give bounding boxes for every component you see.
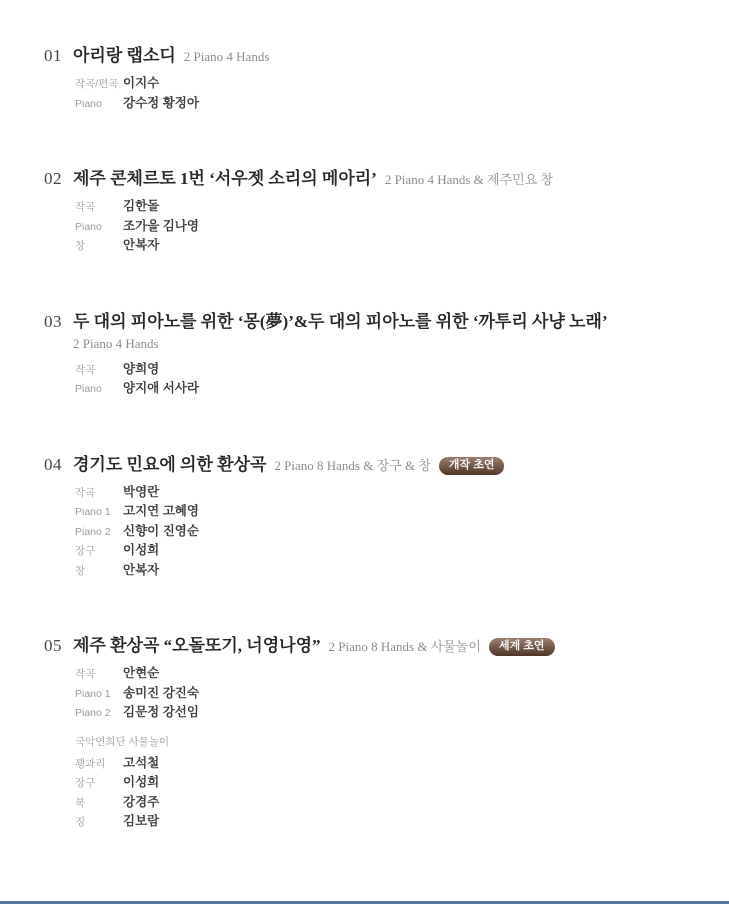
footer-divider-bar: [0, 901, 729, 904]
credit-label: 창: [75, 564, 86, 577]
credit-row: [75, 235, 711, 255]
credits-list: [75, 482, 711, 580]
item-title-wrap: [73, 311, 644, 334]
program-item: [44, 45, 711, 112]
credit-row: [75, 521, 711, 541]
credit-value: 송미진 강진숙: [123, 685, 199, 700]
credit-label: 작곡: [75, 201, 96, 213]
credit-row: [75, 482, 711, 502]
item-title-wrap: [73, 454, 504, 477]
premiere-badge: [624, 320, 644, 325]
credit-value: 양지애 서사라: [123, 381, 199, 395]
credit-group-heading: 국악연희단 사물놀이: [75, 735, 170, 748]
item-title-row: [44, 168, 711, 191]
credit-value: 조가을 김나영: [123, 218, 199, 233]
credit-label: Piano 1: [75, 687, 111, 700]
credit-row: [75, 359, 711, 379]
item-title-wrap: [73, 635, 555, 658]
program-item: [44, 635, 711, 831]
item-subtitle-below: 2 Piano 4 Hands: [73, 335, 159, 351]
item-subtitle: 2 Piano 4 Hands & 제주민요 창: [384, 172, 554, 187]
credit-value: 이지수: [123, 76, 160, 90]
premiere-badge: [277, 54, 297, 59]
credit-value: 안복자: [123, 238, 160, 252]
credit-row: [75, 702, 711, 722]
credit-label: 장구: [75, 777, 96, 789]
credit-row: [75, 540, 711, 560]
item-number: 05: [44, 636, 62, 655]
credit-label: 작곡: [75, 486, 96, 499]
item-number: 03: [44, 311, 62, 331]
item-subtitle: 2 Piano 8 Hands & 장구 & 창: [274, 457, 431, 473]
premiere-badge: 세계 초연: [489, 638, 555, 656]
credit-row: [75, 753, 711, 773]
credit-label: Piano 2: [75, 525, 111, 538]
item-subtitle: 2 Piano 4 Hands: [183, 49, 270, 64]
premiere-badge: [561, 177, 581, 182]
credit-value: 고석철: [123, 755, 160, 770]
credit-value: 김문정 강선임: [123, 705, 199, 719]
item-title-wrap: [73, 45, 297, 68]
item-number: 01: [44, 46, 62, 65]
credit-value: 신향이 진영순: [123, 523, 199, 538]
program-list: [44, 45, 711, 887]
program-item: [44, 311, 711, 398]
credit-label: 북: [75, 796, 86, 809]
credit-row: [75, 772, 711, 792]
credit-row: [75, 501, 711, 521]
item-title: 두 대의 피아노를 위한 ‘몽(夢)’&두 대의 피아노를 위한 ‘까투리 사냥 노래’: [73, 311, 608, 331]
item-subtitle: 2 Piano 8 Hands & 사물놀이: [328, 639, 481, 654]
credit-label: 장구: [75, 545, 96, 557]
credit-row: [75, 683, 711, 703]
credit-label: 징: [75, 816, 86, 828]
credit-label: Piano: [75, 220, 102, 233]
credit-label: 창: [75, 240, 86, 252]
credit-label: 작곡/편곡: [75, 78, 119, 90]
credits-list: [75, 196, 711, 255]
item-title-row: [44, 311, 711, 334]
program-item: [44, 454, 711, 580]
item-title-row: [44, 635, 711, 658]
program-item: [44, 168, 711, 255]
credits-list: [75, 73, 711, 112]
item-title-wrap: [73, 168, 581, 191]
credit-row: [75, 663, 711, 683]
credit-value: 김보람: [123, 814, 160, 828]
item-title: 제주 환상곡 “오돌또기, 너영나영”: [73, 636, 321, 655]
credit-value: 양희영: [123, 361, 160, 376]
credit-label: Piano 1: [75, 506, 111, 518]
credit-row: [75, 196, 711, 216]
credit-row: [75, 560, 711, 580]
item-number: 02: [44, 169, 62, 188]
credits-list: [75, 663, 711, 831]
credit-value: 고지연 고혜영: [123, 504, 199, 518]
item-title-row: [44, 45, 711, 68]
item-title: 경기도 민요에 의한 환상곡: [73, 454, 267, 474]
credit-row: [75, 216, 711, 236]
credit-value: 안복자: [123, 562, 160, 577]
credit-row: [75, 792, 711, 812]
credit-value: 안현순: [123, 666, 160, 680]
credit-row: [75, 378, 711, 398]
premiere-badge: 개작 초연: [439, 457, 505, 475]
credit-row: [75, 811, 711, 831]
item-title-row: [44, 454, 711, 477]
item-number: 04: [44, 454, 62, 474]
credit-row: [75, 93, 711, 113]
credit-row: [75, 73, 711, 93]
item-title: 아리랑 랩소디: [73, 46, 176, 65]
credit-value: 이성희: [123, 543, 160, 557]
credit-label: Piano: [75, 97, 102, 110]
credit-label: 꽹과리: [75, 757, 106, 770]
credit-label: Piano: [75, 383, 102, 395]
credit-label: 작곡: [75, 668, 96, 680]
credit-value: 강경주: [123, 794, 160, 809]
credit-value: 김한돌: [123, 199, 160, 213]
credit-value: 이성희: [123, 775, 160, 789]
credit-label: 작곡: [75, 363, 96, 376]
credit-value: 강수정 황정아: [123, 95, 199, 110]
credit-value: 박영란: [123, 484, 160, 499]
credit-label: Piano 2: [75, 707, 111, 719]
credits-list: [75, 359, 711, 398]
item-title: 제주 콘체르토 1번 ‘서우젯 소리의 메아리’: [73, 169, 377, 188]
